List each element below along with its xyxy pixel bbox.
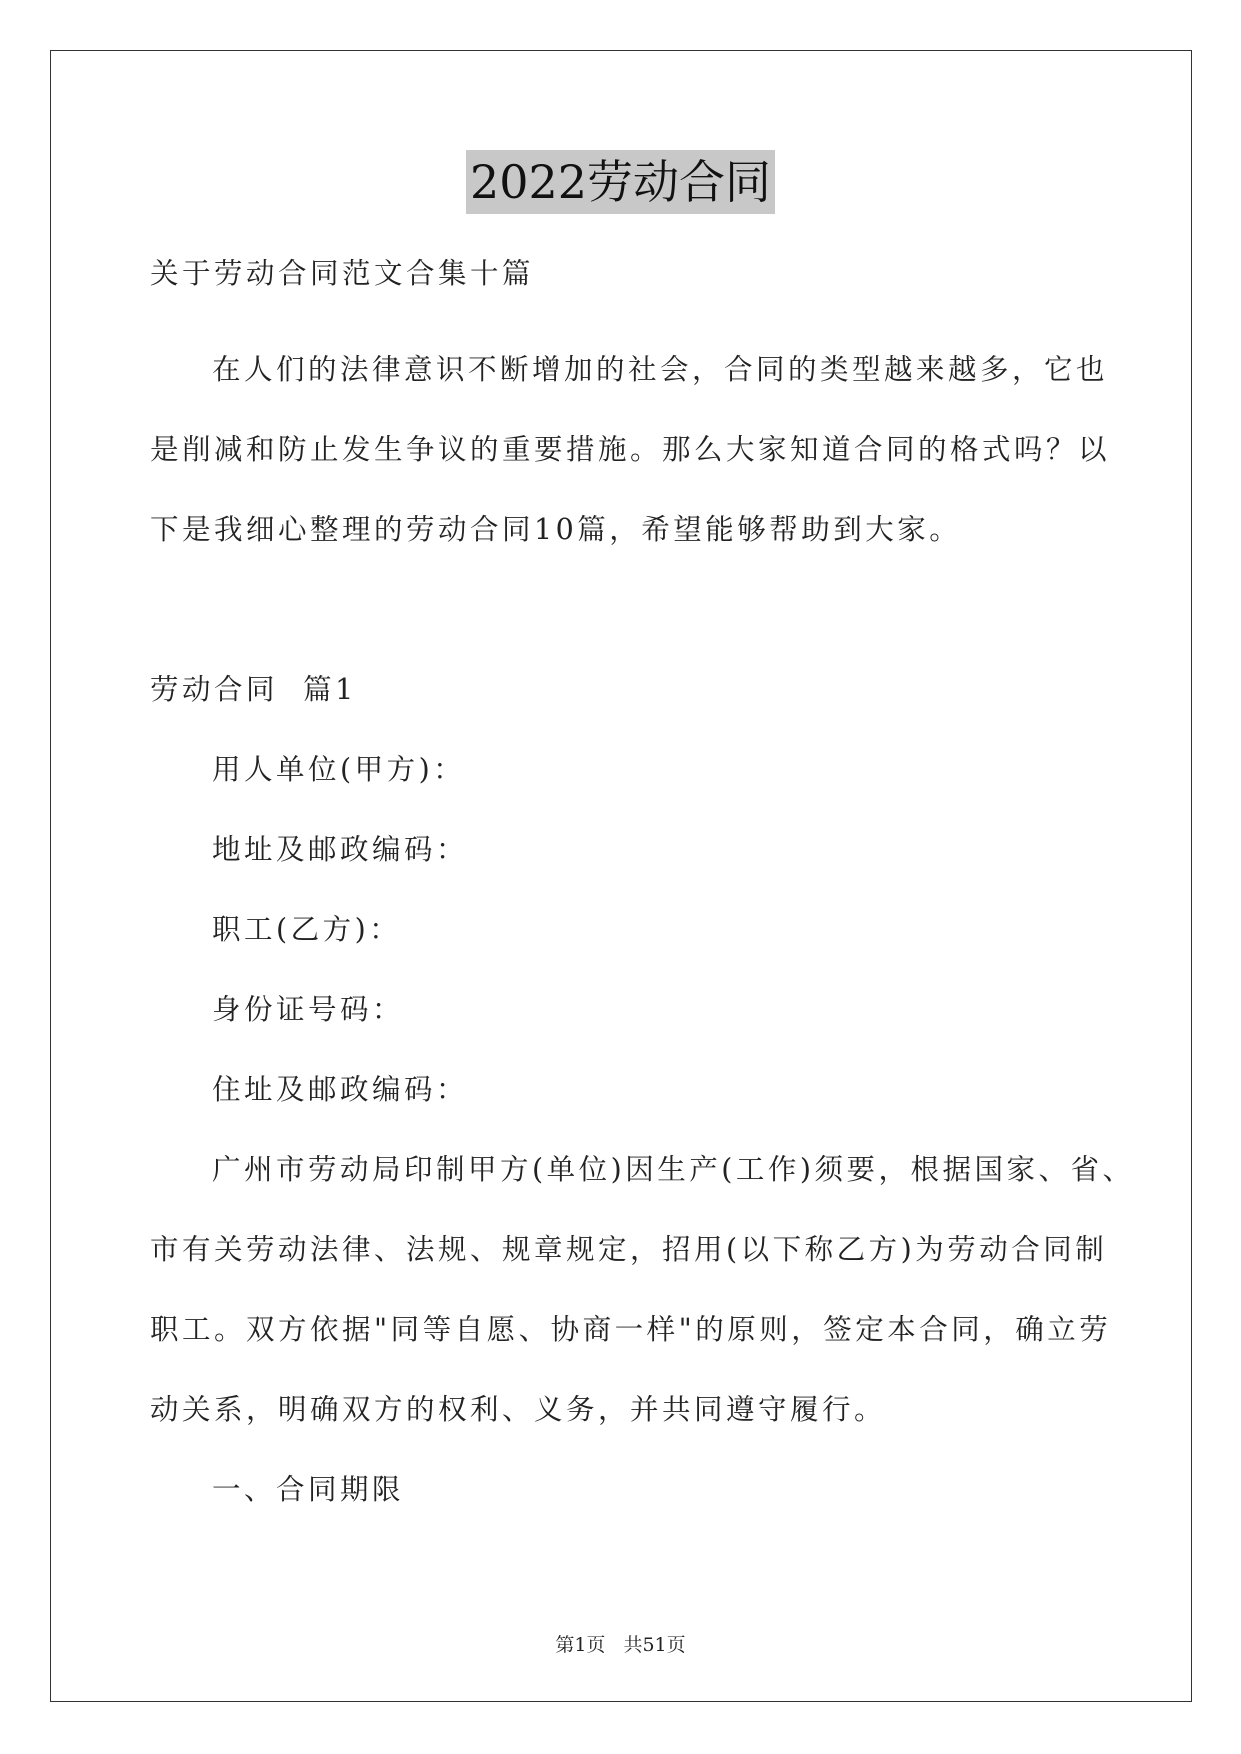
body-line: 广州市劳动局印制甲方(单位)因生产(工作)须要，根据国家、省、 <box>212 1153 1135 1186</box>
document-title: 2022劳动合同 <box>466 150 775 214</box>
field-id-number: 身份证号码： <box>212 993 405 1026</box>
section-heading: 劳动合同 篇1 <box>150 673 357 706</box>
intro-line: 是削减和防止发生争议的重要措施。那么大家知道合同的格式吗？以 <box>150 433 1111 466</box>
intro-line: 在人们的法律意识不断增加的社会，合同的类型越来越多，它也 <box>212 353 1109 386</box>
field-employee: 职工(乙方)： <box>212 913 402 946</box>
body-line: 市有关劳动法律、法规、规章规定，招用(以下称乙方)为劳动合同制 <box>150 1233 1108 1266</box>
field-employer: 用人单位(甲方)： <box>212 753 466 786</box>
page-total: 共51页 <box>623 1634 686 1656</box>
page-border <box>50 50 1192 1702</box>
title-container <box>0 150 1241 214</box>
field-employer-address: 地址及邮政编码： <box>212 833 469 866</box>
clause-heading: 一、合同期限 <box>212 1473 405 1506</box>
body-line: 职工。双方依据"同等自愿、协商一样"的原则，签定本合同，确立劳 <box>150 1313 1112 1346</box>
page-footer <box>0 1630 1241 1657</box>
intro-line: 下是我细心整理的劳动合同10篇，希望能够帮助到大家。 <box>150 513 962 546</box>
body-line: 动关系，明确双方的权利、义务，并共同遵守履行。 <box>150 1393 887 1426</box>
document-subtitle: 关于劳动合同范文合集十篇 <box>150 257 535 290</box>
page-number: 第1页 <box>555 1634 606 1656</box>
field-employee-address: 住址及邮政编码： <box>212 1073 469 1106</box>
